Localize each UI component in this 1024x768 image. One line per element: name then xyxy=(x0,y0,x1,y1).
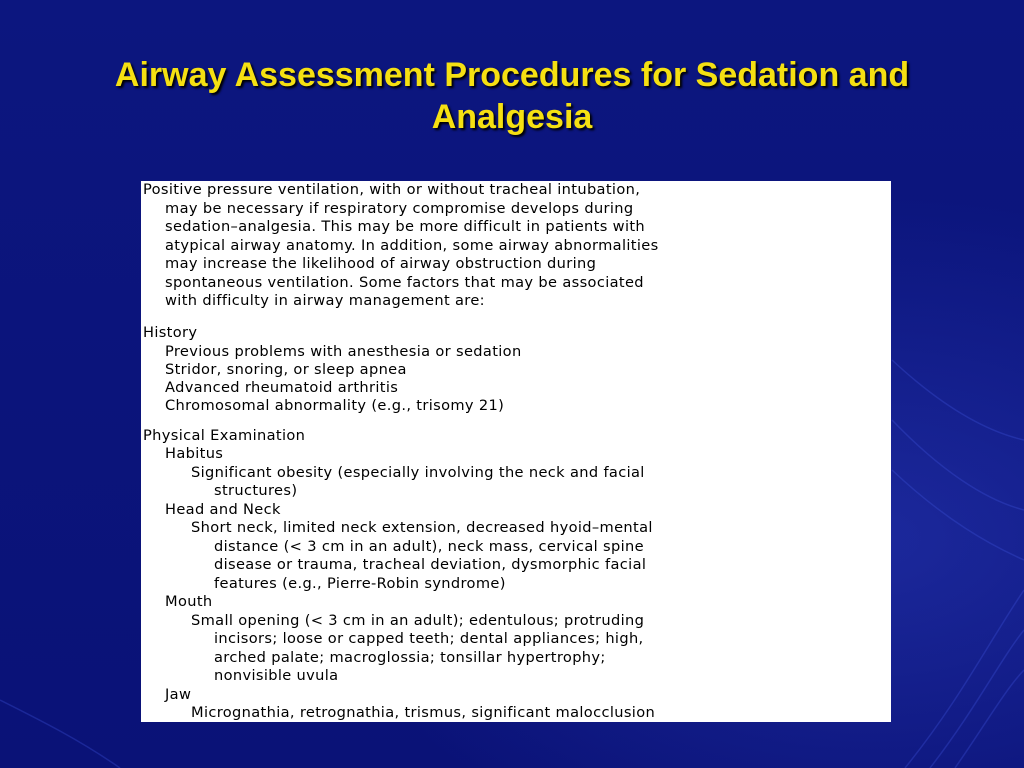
head-neck-item-line-3: disease or trauma, tracheal deviation, dysmorphic facial xyxy=(214,556,647,573)
subheading-mouth: Mouth xyxy=(165,593,213,610)
habitus-item-line-2: structures) xyxy=(214,482,298,499)
intro-line-7: with difficulty in airway management are: xyxy=(165,292,485,309)
intro-line-6: spontaneous ventilation. Some factors that may be associated xyxy=(165,273,644,291)
head-neck-item-line-4: features (e.g., Pierre-Robin syndrome) xyxy=(214,574,506,592)
section-heading-physical-examination: Physical Examination xyxy=(143,427,306,444)
head-neck-item-line-2: distance (< 3 cm in an adult), neck mass, cervical spine xyxy=(214,537,644,555)
history-item-3: Advanced rheumatoid arthritis xyxy=(165,379,399,396)
intro-line-3: sedation–analgesia. This may be more difficult in patients with xyxy=(165,218,646,235)
intro-line-1: Positive pressure ventilation, with or without tracheal intubation, xyxy=(143,181,641,198)
document-image-panel xyxy=(141,181,891,722)
mouth-item-line-2: incisors; loose or capped teeth; dental appliances; high, xyxy=(214,630,644,647)
section-heading-history: History xyxy=(143,324,198,341)
slide-title-line-2: Analgesia xyxy=(431,98,593,136)
subheading-habitus: Habitus xyxy=(165,445,224,462)
history-item-2: Stridor, snoring, or sleep apnea xyxy=(165,361,407,378)
history-item-4: Chromosomal abnormality (e.g., trisomy 21) xyxy=(165,397,505,414)
mouth-item-line-3: arched palate; macroglossia; tonsillar hypertrophy; xyxy=(214,648,606,666)
habitus-item-line-1: Significant obesity (especially involving the neck and facial xyxy=(191,463,645,481)
subheading-head-and-neck: Head and Neck xyxy=(165,500,281,518)
slide-title xyxy=(20,54,1004,138)
jaw-item-line-1: Micrognathia, retrognathia, trismus, significant malocclusion xyxy=(191,704,656,721)
intro-line-2: may be necessary if respiratory compromise develops during xyxy=(165,199,634,217)
head-neck-item-line-1: Short neck, limited neck extension, decreased hyoid–mental xyxy=(191,519,653,536)
subheading-jaw: Jaw xyxy=(165,685,192,703)
slide-title-line-1: Airway Assessment Procedures for Sedation and xyxy=(114,56,910,94)
intro-line-5: may increase the likelihood of airway obstruction during xyxy=(165,255,597,272)
intro-line-4: atypical airway anatomy. In addition, some airway abnormalities xyxy=(165,236,659,254)
mouth-item-line-1: Small opening (< 3 cm in an adult); edentulous; protruding xyxy=(191,611,645,629)
mouth-item-line-4: nonvisible uvula xyxy=(214,667,339,684)
history-item-1: Previous problems with anesthesia or sedation xyxy=(165,343,522,360)
